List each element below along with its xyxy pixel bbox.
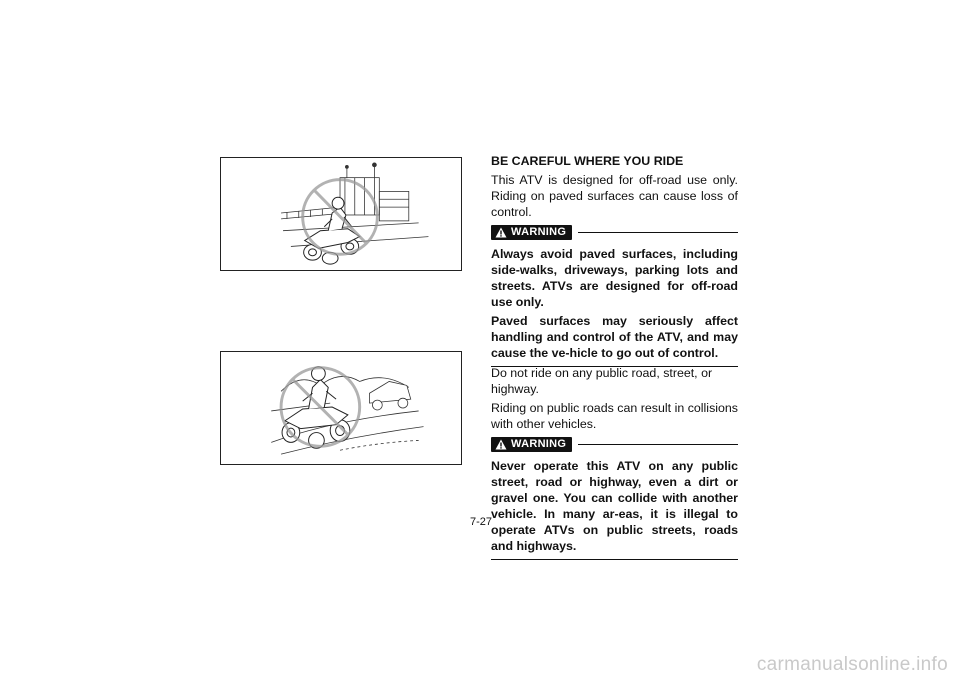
warning-rule (578, 232, 738, 233)
illustration-atv-paved-surface (220, 157, 462, 271)
watermark-text: carmanualsonline.info (756, 654, 948, 675)
section-heading: BE CAREFUL WHERE YOU RIDE (491, 154, 684, 168)
warning-badge (491, 437, 572, 452)
warning-paragraph: Always avoid paved surfaces, including side-walks, driveways, parking lots and streets. ATVs are designed for off-road use only. (491, 247, 738, 309)
warning-triangle-icon (495, 439, 507, 450)
warning-header (491, 437, 738, 452)
page-number: 7-27 (469, 516, 493, 528)
illustration-atv-public-road (220, 351, 462, 465)
paragraph: Do not ride on any public road, street, or highway. (491, 366, 713, 396)
section-careful-where-you-ride (491, 153, 738, 367)
section-public-roads (491, 365, 738, 560)
atv-road-illustration (221, 352, 461, 464)
warning-paragraph: Paved surfaces may seriously affect handling and control of the ATV, and may cause the ve-hicle to go out of control. (491, 314, 738, 360)
warning-header (491, 225, 738, 240)
paragraph: Riding on public roads can result in collisions with other vehicles. (491, 401, 738, 431)
atv-paved-illustration (221, 158, 461, 270)
warning-end-rule (491, 559, 738, 560)
warning-badge (491, 225, 572, 240)
warning-label: WARNING (511, 438, 567, 450)
warning-label: WARNING (511, 226, 567, 238)
warning-rule (578, 444, 738, 445)
warning-triangle-icon (495, 227, 507, 238)
intro-paragraph: This ATV is designed for off-road use only. Riding on paved surfaces can cause loss of control. (491, 173, 738, 219)
warning-paragraph: Never operate this ATV on any public street, road or highway, even a dirt or gravel one. You can collide with another vehicle. In many ar-eas, it is illegal to operate ATVs on public streets, roads and highways. (491, 459, 738, 553)
